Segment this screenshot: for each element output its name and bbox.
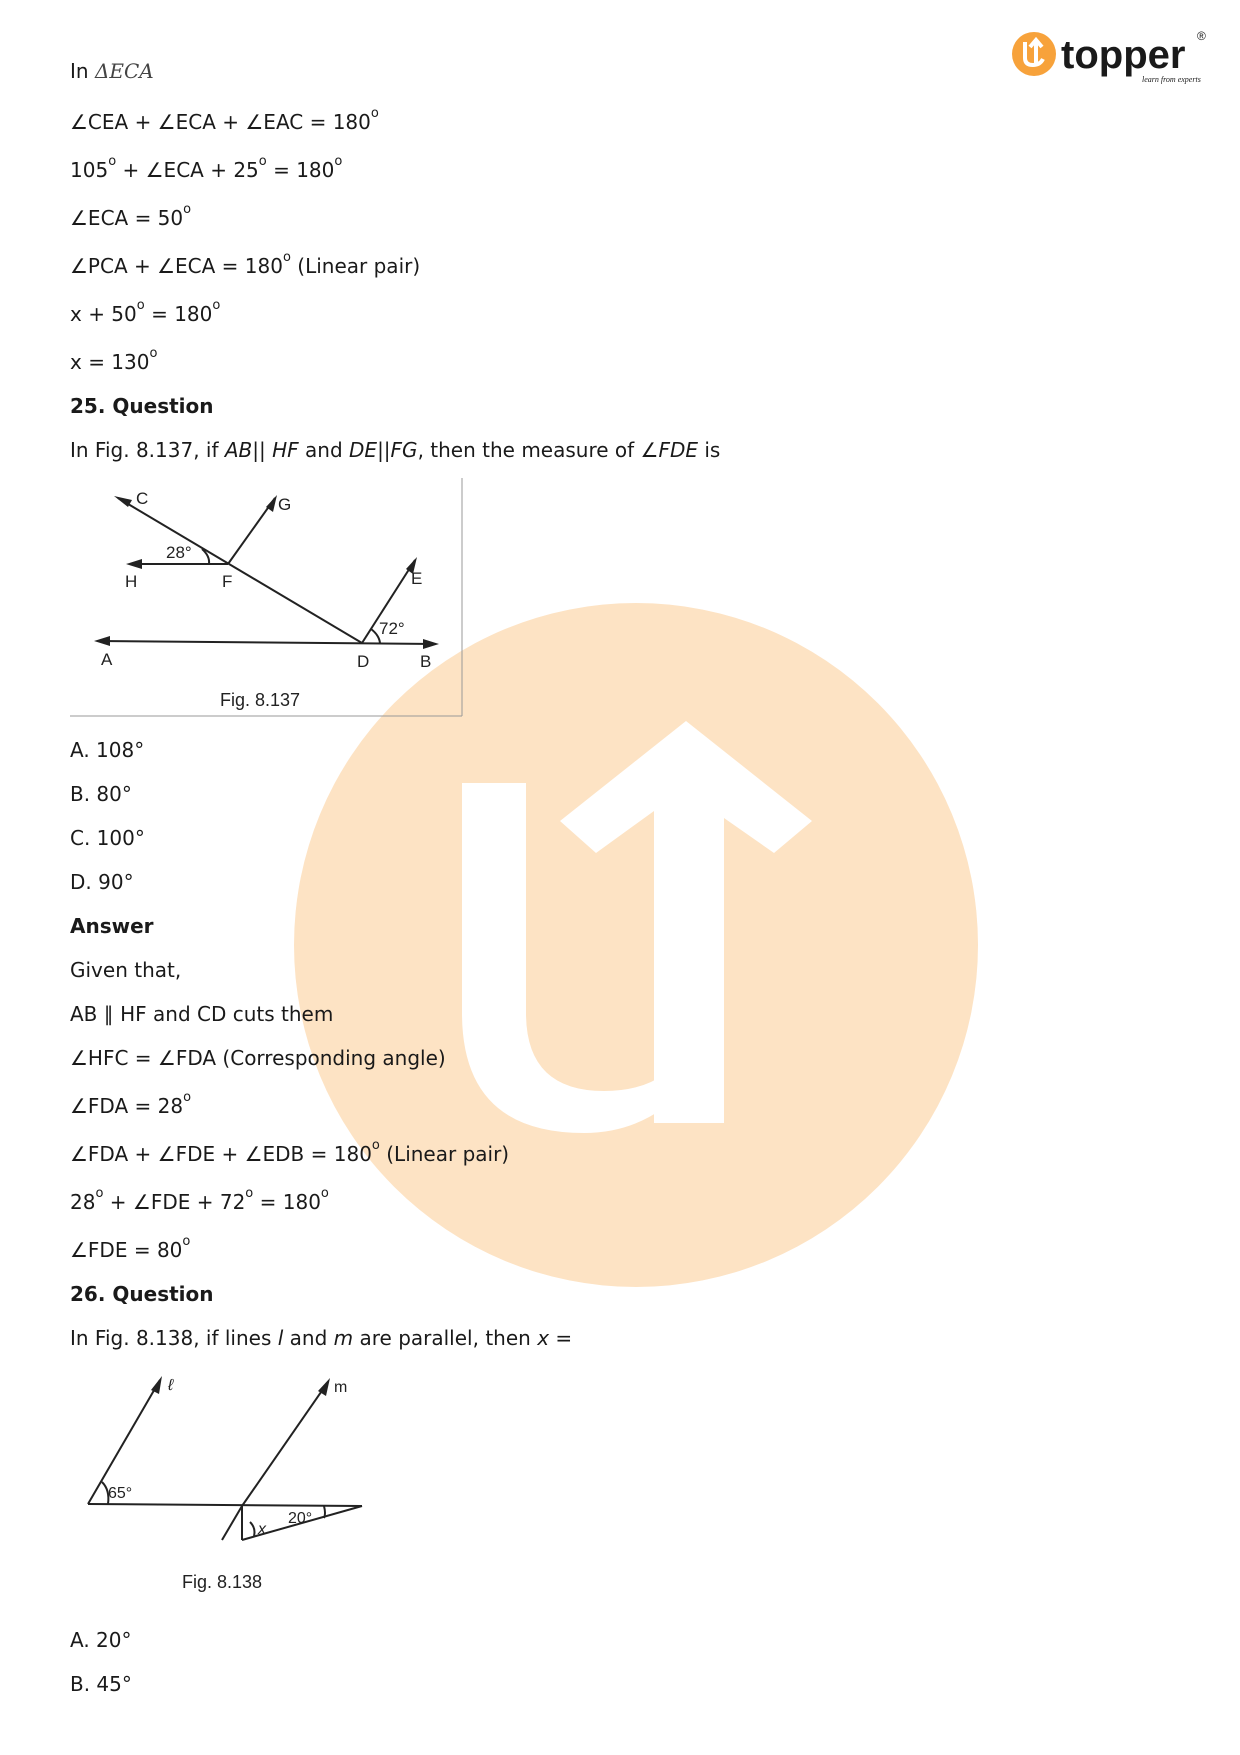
label-l: ℓ <box>168 1377 174 1394</box>
text-line: ∠ECA = $50^o$ <box>70 202 192 230</box>
question-heading: 25. Question <box>70 394 214 418</box>
answer-line: Given that, <box>70 958 182 982</box>
angle-label-20: 20° <box>288 1510 313 1527</box>
answer-line: ∠FDA + ∠FDE + ∠EDB = $180^o$ (Linear pair) <box>70 1138 510 1166</box>
line-c-d <box>118 498 362 643</box>
figure-caption: Fig. 8.137 <box>220 690 301 710</box>
option-b: B. 45° <box>70 1672 132 1696</box>
answer-line: ∠FDE = $80^o$ <box>70 1234 191 1262</box>
label-b: B <box>420 652 432 671</box>
figure-caption: Fig. 8.138 <box>182 1572 263 1592</box>
option-c: C. 100° <box>70 826 145 850</box>
text-line: ∠CEA + ∠ECA + ∠EAC = $180^o$ <box>70 106 379 134</box>
angle-arc-x <box>250 1522 255 1536</box>
option-b: B. 80° <box>70 782 132 806</box>
label-g: G <box>278 495 292 514</box>
brand-logo <box>1012 26 1212 90</box>
label-m: m <box>334 1379 348 1396</box>
text-line: $x = 130^o$ <box>70 346 158 374</box>
angle-label-72: 72° <box>379 619 405 638</box>
figure-8-137 <box>70 478 470 718</box>
arrow-h <box>126 559 142 569</box>
angle-label-65: 65° <box>108 1485 133 1502</box>
answer-line: ∠HFC = ∠FDA (Corresponding angle) <box>70 1046 446 1070</box>
angle-arc-20 <box>324 1506 325 1518</box>
question-heading: 26. Question <box>70 1282 214 1306</box>
angle-label-28: 28° <box>166 543 192 562</box>
option-a: A. 20° <box>70 1628 132 1652</box>
line-a-b <box>98 641 435 644</box>
text-line: $105^o$ + ∠ECA + $25^o = 180^o$ <box>70 154 343 182</box>
angle-label-x: x <box>258 1521 266 1538</box>
answer-line: $28^o$ + ∠FDE + $72^o = 180^o$ <box>70 1186 329 1214</box>
answer-line: AB ∥ HF and CD cuts them <box>70 1002 334 1026</box>
label-c: C <box>136 489 149 508</box>
option-a: A. 108° <box>70 738 145 762</box>
question-prompt: In Fig. 8.138, if lines l and m are parallel, then x = <box>70 1326 573 1350</box>
label-a: A <box>101 650 113 669</box>
option-d: D. 90° <box>70 870 134 894</box>
label-f: F <box>222 572 233 591</box>
answer-heading: Answer <box>70 914 154 938</box>
brand-name: topper <box>1061 33 1186 77</box>
answer-line: ∠FDA = $28^o$ <box>70 1090 192 1118</box>
text-line: $x + 50^o = 180^o$ <box>70 298 221 326</box>
figure-8-138 <box>80 1370 380 1610</box>
question-prompt: In Fig. 8.137, if AB|| HF and DE||FG, then the measure of ∠FDE is <box>70 438 721 462</box>
text-line: ∠PCA + ∠ECA = $180^o$ (Linear pair) <box>70 250 421 278</box>
brand-registered: ® <box>1197 29 1206 43</box>
text-line: In ΔECA <box>70 59 154 83</box>
label-d: D <box>357 652 370 671</box>
brand-tagline: learn from experts <box>1142 75 1201 84</box>
arrow-a <box>94 636 110 646</box>
line-m <box>242 1382 328 1506</box>
arrow-b <box>423 639 439 649</box>
label-h: H <box>125 572 138 591</box>
label-e: E <box>411 569 423 588</box>
line-transversal <box>88 1504 362 1506</box>
